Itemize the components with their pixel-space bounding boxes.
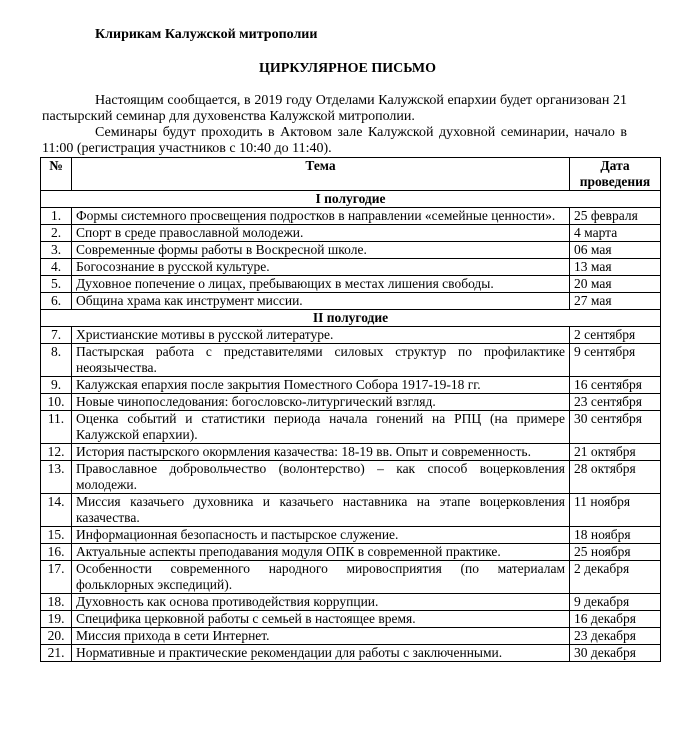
seminar-number: 14. [41,494,72,527]
seminar-date: 13 мая [570,259,661,276]
section-title: II полугодие [41,310,661,327]
table-row [41,259,661,276]
seminar-number: 4. [41,259,72,276]
seminar-topic: Информационная безопасность и пастырское служение. [72,527,570,544]
seminar-date: 25 ноября [570,544,661,561]
table-row [41,544,661,561]
seminar-number: 1. [41,208,72,225]
header-number: № [41,158,72,191]
seminar-number: 20. [41,628,72,645]
seminar-date: 2 декабря [570,561,661,594]
seminar-number: 2. [41,225,72,242]
seminar-topic: Миссия прихода в сети Интернет. [72,628,570,645]
seminar-number: 17. [41,561,72,594]
table-row [41,444,661,461]
seminar-date: 16 сентября [570,377,661,394]
table-row [41,276,661,293]
seminar-topic: Духовное попечение о лицах, пребывающих в местах лишения свободы. [72,276,570,293]
seminar-number: 3. [41,242,72,259]
table-header-row [41,158,661,191]
seminar-topic: Современные формы работы в Воскресной школе. [72,242,570,259]
seminar-number: 15. [41,527,72,544]
seminar-topic: Богосознание в русской культуре. [72,259,570,276]
seminar-number: 19. [41,611,72,628]
seminar-number: 13. [41,461,72,494]
table-row [41,344,661,377]
section-title: I полугодие [41,191,661,208]
seminar-number: 9. [41,377,72,394]
section-row [41,191,661,208]
seminar-date: 25 февраля [570,208,661,225]
seminar-topic: Формы системного просвещения подростков в направлении «семейные ценности». [72,208,570,225]
seminar-date: 9 декабря [570,594,661,611]
seminar-topic: Специфика церковной работы с семьей в настоящее время. [72,611,570,628]
table-row [41,377,661,394]
seminar-schedule-table [40,157,661,662]
table-row [41,461,661,494]
seminar-date: 16 декабря [570,611,661,628]
seminar-topic: Духовность как основа противодействия коррупции. [72,594,570,611]
seminar-date: 28 октября [570,461,661,494]
table-row [41,208,661,225]
seminar-topic: Калужская епархия после закрытия Поместного Собора 1917-19-18 гг. [72,377,570,394]
table-row [41,628,661,645]
table-row [41,561,661,594]
seminar-date: 18 ноября [570,527,661,544]
table-row [41,611,661,628]
table-row [41,293,661,310]
seminar-topic: Православное добровольчество (волонтерство) – как способ воцерковления молодежи. [72,461,570,494]
seminar-topic: Особенности современного народного мировосприятия (по материалам фольклорных экспедиций). [72,561,570,594]
seminar-number: 11. [41,411,72,444]
table-row [41,411,661,444]
seminar-topic: Миссия казачьего духовника и казачьего наставника на этапе воцерковления казачества. [72,494,570,527]
seminar-topic: Нормативные и практические рекомендации для работы с заключенными. [72,645,570,662]
seminar-date: 9 сентября [570,344,661,377]
seminar-date: 20 мая [570,276,661,293]
table-row [41,242,661,259]
seminar-date: 30 декабря [570,645,661,662]
table-row [41,394,661,411]
venue-paragraph: Семинары будут проходить в Актовом зале Калужской духовной семинарии, начало в 11:00 (регистрация участников с 10:40 до 11:40). [42,125,627,156]
addressee: Клирикам Калужской митрополии [95,27,318,42]
seminar-number: 21. [41,645,72,662]
seminar-topic: Спорт в среде православной молодежи. [72,225,570,242]
seminar-topic: История пастырского окормления казачества: 18-19 вв. Опыт и современность. [72,444,570,461]
intro-paragraph: Настоящим сообщается, в 2019 году Отделами Калужской епархии будет организован 21 пастырский семинар для духовенства Калужской митрополии. [42,93,627,124]
seminar-topic: Новые чинопоследования: богословско-литургический взгляд. [72,394,570,411]
seminar-topic: Христианские мотивы в русской литературе. [72,327,570,344]
table-row [41,527,661,544]
table-row [41,225,661,242]
seminar-date: 06 мая [570,242,661,259]
table-row [41,494,661,527]
header-topic: Тема [72,158,570,191]
seminar-number: 8. [41,344,72,377]
table-row [41,594,661,611]
seminar-date: 2 сентября [570,327,661,344]
seminar-date: 4 марта [570,225,661,242]
seminar-date: 30 сентября [570,411,661,444]
seminar-topic: Пастырская работа с представителями силовых структур по профилактике неоязычества. [72,344,570,377]
seminar-number: 12. [41,444,72,461]
header-date: Дата проведения [570,158,661,191]
seminar-number: 6. [41,293,72,310]
seminar-date: 11 ноября [570,494,661,527]
seminar-topic: Актуальные аспекты преподавания модуля ОПК в современной практике. [72,544,570,561]
table-row [41,645,661,662]
table-row [41,327,661,344]
seminar-date: 27 мая [570,293,661,310]
seminar-date: 23 сентября [570,394,661,411]
seminar-number: 10. [41,394,72,411]
seminar-topic: Оценка событий и статистики периода начала гонений на РПЦ (на примере Калужской епархии). [72,411,570,444]
seminar-number: 16. [41,544,72,561]
seminar-topic: Община храма как инструмент миссии. [72,293,570,310]
seminar-date: 23 декабря [570,628,661,645]
seminar-number: 18. [41,594,72,611]
seminar-number: 7. [41,327,72,344]
section-row [41,310,661,327]
seminar-number: 5. [41,276,72,293]
document-title: ЦИРКУЛЯРНОЕ ПИСЬМО [258,61,437,76]
seminar-date: 21 октября [570,444,661,461]
